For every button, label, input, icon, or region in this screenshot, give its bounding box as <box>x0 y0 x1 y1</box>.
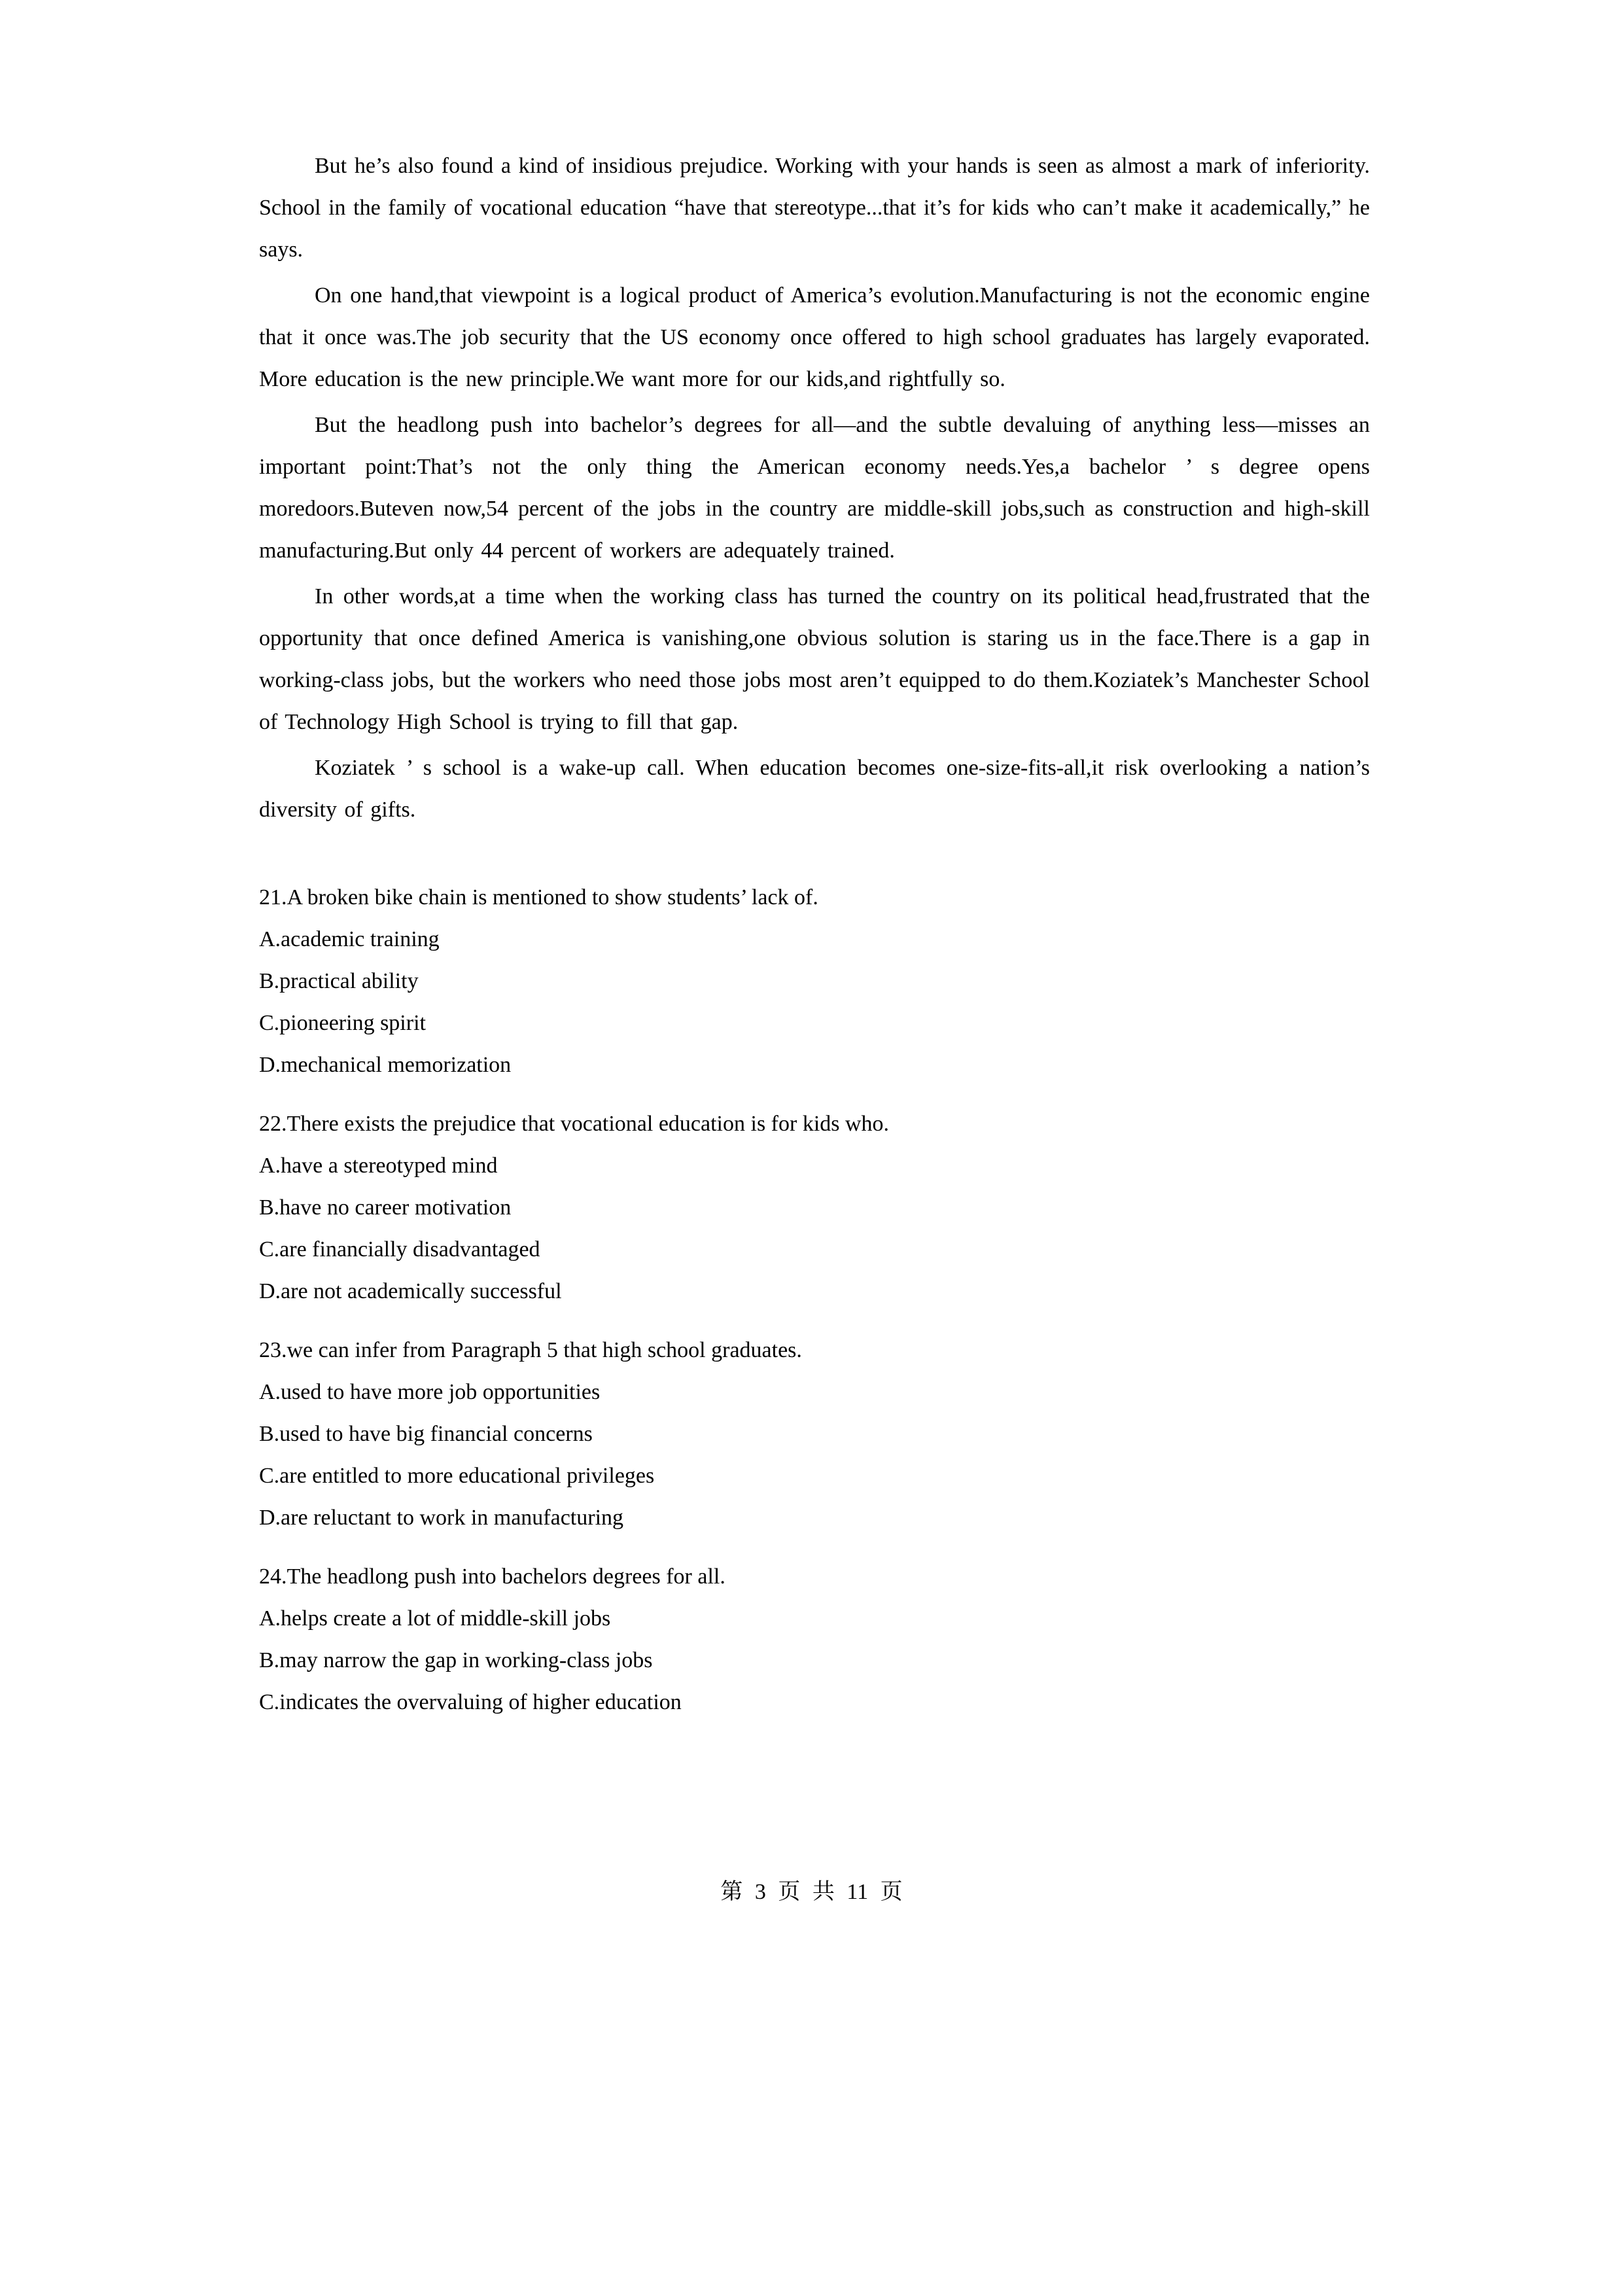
question-23-stem: 23.we can infer from Paragraph 5 that high school graduates. <box>259 1338 802 1362</box>
page-content <box>259 145 1370 1740</box>
questions-section <box>259 877 1370 1723</box>
question-23 <box>259 1330 1370 1539</box>
passage-paragraph-2: On one hand,that viewpoint is a logical product of America’s evolution.Manufacturing is not the economic engine that it once was.The job security that the US economy once offered to high school graduates has largely evaporated. More education is the new principle.We want more for our kids,and rightfully so. <box>259 283 1370 391</box>
question-22-option-d: D.are not academically successful <box>259 1279 562 1303</box>
passage-paragraph-5: Koziatek ’ s school is a wake-up call. When education becomes one-size-fits-all,it risk overlooking a nation’s diversity of gifts. <box>259 756 1370 822</box>
passage-paragraph-3: But the headlong push into bachelor’s degrees for all—and the subtle devaluing of anything less—misses an important point:That’s not the only thing the American economy needs.Yes,a bachelor ’ s degree opens moredoors.Buteven now,54 percent of the jobs in the country are middle-skill jobs,such as construction and high-skill manufacturing.But only 44 percent of workers are adequately trained. <box>259 413 1370 563</box>
question-22 <box>259 1103 1370 1313</box>
passage-paragraph-4: In other words,at a time when the working class has turned the country on its political head,frustrated that the opportunity that once defined America is vanishing,one obvious solution is staring us in the face.There is a gap in working-class jobs, but the workers who need those jobs most aren’t equipped to do them.Koziatek’s Manchester School of Technology High School is trying to fill that gap. <box>259 584 1370 734</box>
question-24 <box>259 1556 1370 1723</box>
question-24-stem: 24.The headlong push into bachelors degrees for all. <box>259 1564 725 1589</box>
question-22-option-b: B.have no career motivation <box>259 1195 512 1220</box>
reading-passage <box>259 145 1370 831</box>
question-24-option-c: C.indicates the overvaluing of higher education <box>259 1690 682 1714</box>
question-21-option-a: A.academic training <box>259 927 440 951</box>
question-23-option-a: A.used to have more job opportunities <box>259 1380 601 1404</box>
question-22-stem: 22.There exists the prejudice that vocational education is for kids who. <box>259 1112 890 1136</box>
question-21-option-c: C.pioneering spirit <box>259 1011 426 1035</box>
question-22-option-a: A.have a stereotyped mind <box>259 1154 498 1178</box>
question-21-option-d: D.mechanical memorization <box>259 1053 512 1077</box>
page-footer <box>0 1871 1623 1913</box>
question-24-option-a: A.helps create a lot of middle-skill jobs <box>259 1606 611 1631</box>
question-22-option-c: C.are financially disadvantaged <box>259 1237 540 1262</box>
question-23-option-c: C.are entitled to more educational privileges <box>259 1464 655 1488</box>
question-21 <box>259 877 1370 1086</box>
passage-paragraph-1: But he’s also found a kind of insidious prejudice. Working with your hands is seen as almost a mark of inferiority. School in the family of vocational education “have that stereotype...that it’s for kids who can’t make it academically,” he says. <box>259 154 1370 262</box>
question-24-option-b: B.may narrow the gap in working-class jobs <box>259 1648 653 1672</box>
page-number-text: 第 3 页 共 11 页 <box>720 1880 903 1904</box>
question-23-option-b: B.used to have big financial concerns <box>259 1422 593 1446</box>
question-21-stem: 21.A broken bike chain is mentioned to show students’ lack of. <box>259 885 818 910</box>
question-21-option-b: B.practical ability <box>259 969 419 993</box>
question-23-option-d: D.are reluctant to work in manufacturing <box>259 1506 624 1530</box>
